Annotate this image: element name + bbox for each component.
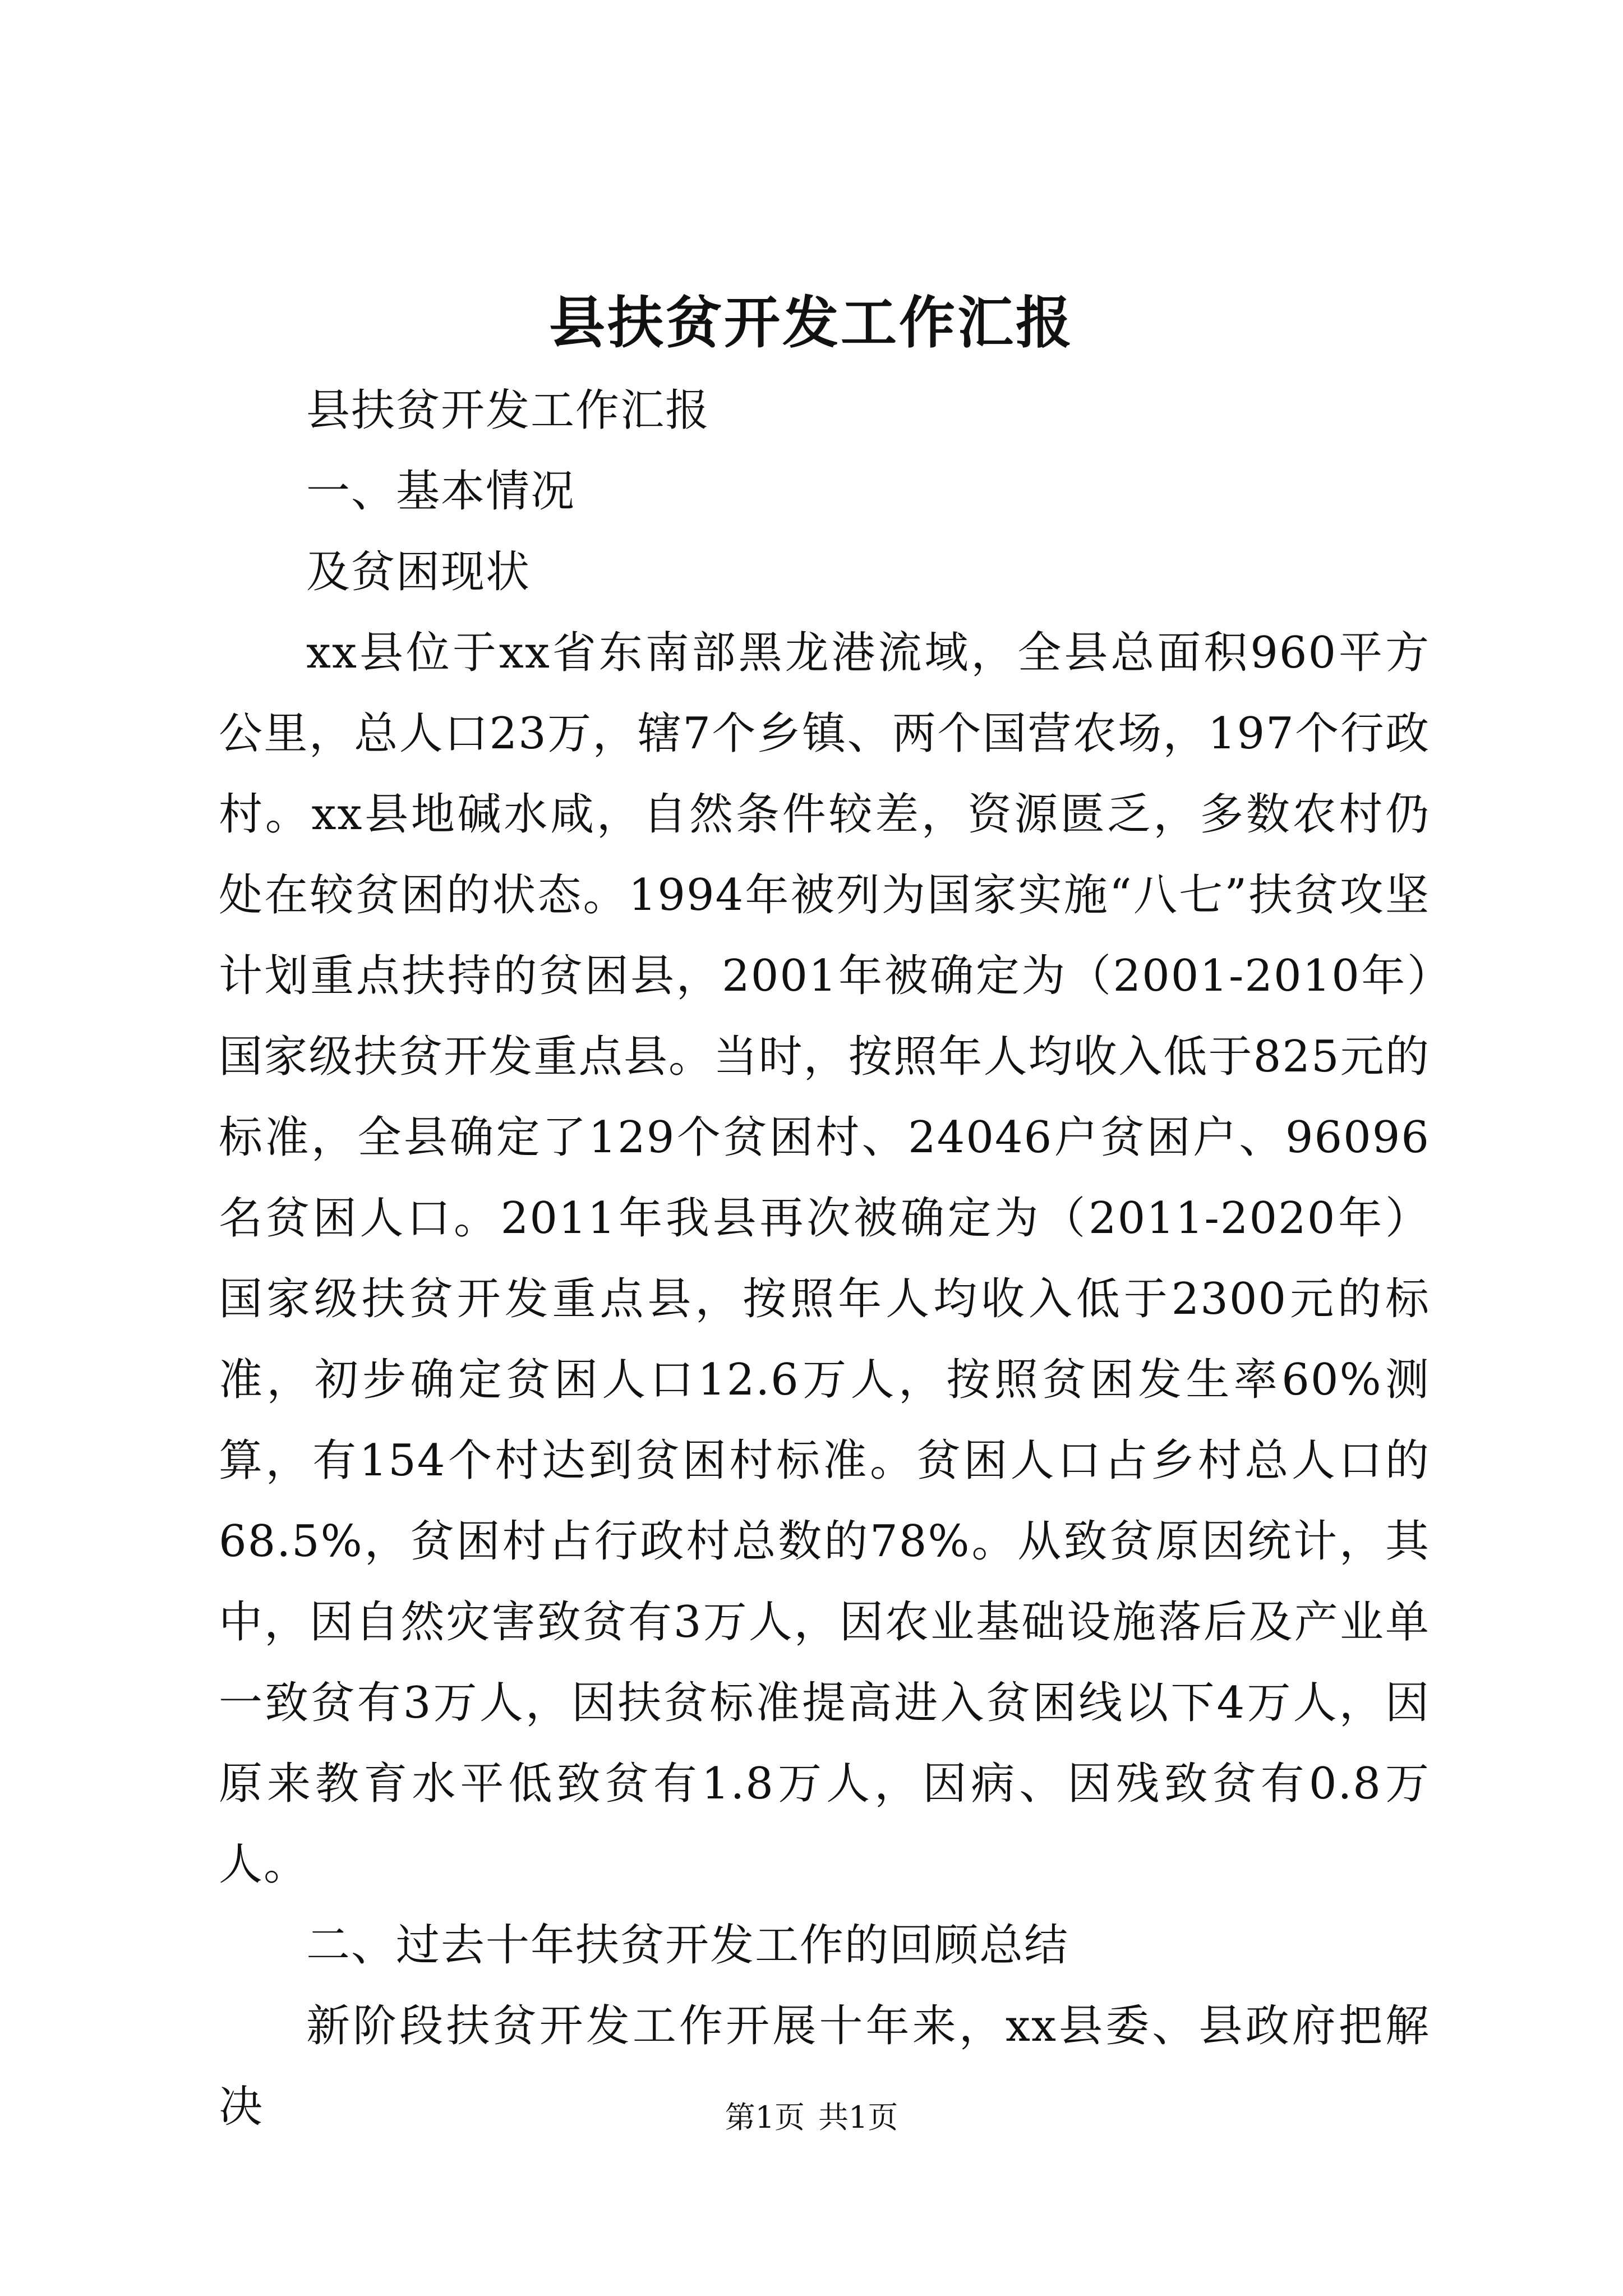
paragraph-review-intro: 新阶段扶贫开发工作开展十年来，xx县委、县政府把解决 [219,2001,1430,2132]
page-footer [0,2095,1623,2140]
page-number: 第1页 [725,2100,805,2135]
paragraph-subtitle: 县扶贫开发工作汇报 [306,385,711,436]
section-heading-basic-situation: 一、基本情况 [306,466,576,517]
document-body [219,370,1430,2147]
page-total: 共1页 [818,2100,898,2135]
paragraph-county-overview: xx县位于xx省东南部黑龙港流域，全县总面积960平方公里，总人口23万，辖7个乡镇、两个国营农场，197个行政村。xx县地碱水咸，自然条件较差，资源匮乏，多数农村仍处在较贫困的状态。1994年被列为国家实施“八七”扶贫攻坚计划重点扶持的贫困县，2001年被确定为（2001-2010年）国家级扶贫开发重点县。当时，按照年人均收入低于825元的标准，全县确定了129个贫困村、24046户贫困户、96096名贫困人口。2011年我县再次被确定为（2011-2020年）国家级扶贫开发重点县，按照年人均收入低于2300元的标准，初步确定贫困人口12.6万人，按照贫困发生率60%测算，有154个村达到贫困村标准。贫困人口占乡村总人口的68.5%，贫困村占行政村总数的78%。从致贫原因统计，其中，因自然灾害致贫有3万人，因农业基础设施落后及产业单一致贫有3万人，因扶贫标准提高进入贫困线以下4万人，因原来教育水平低致贫有1.8万人，因病、因残致贫有0.8万人。 [219,628,1430,1890]
section-heading-review: 二、过去十年扶贫开发工作的回顾总结 [306,1920,1069,1971]
document-title: 县扶贫开发工作汇报 [549,289,1074,356]
section-subheading-poverty-status: 及贫困现状 [306,547,531,597]
